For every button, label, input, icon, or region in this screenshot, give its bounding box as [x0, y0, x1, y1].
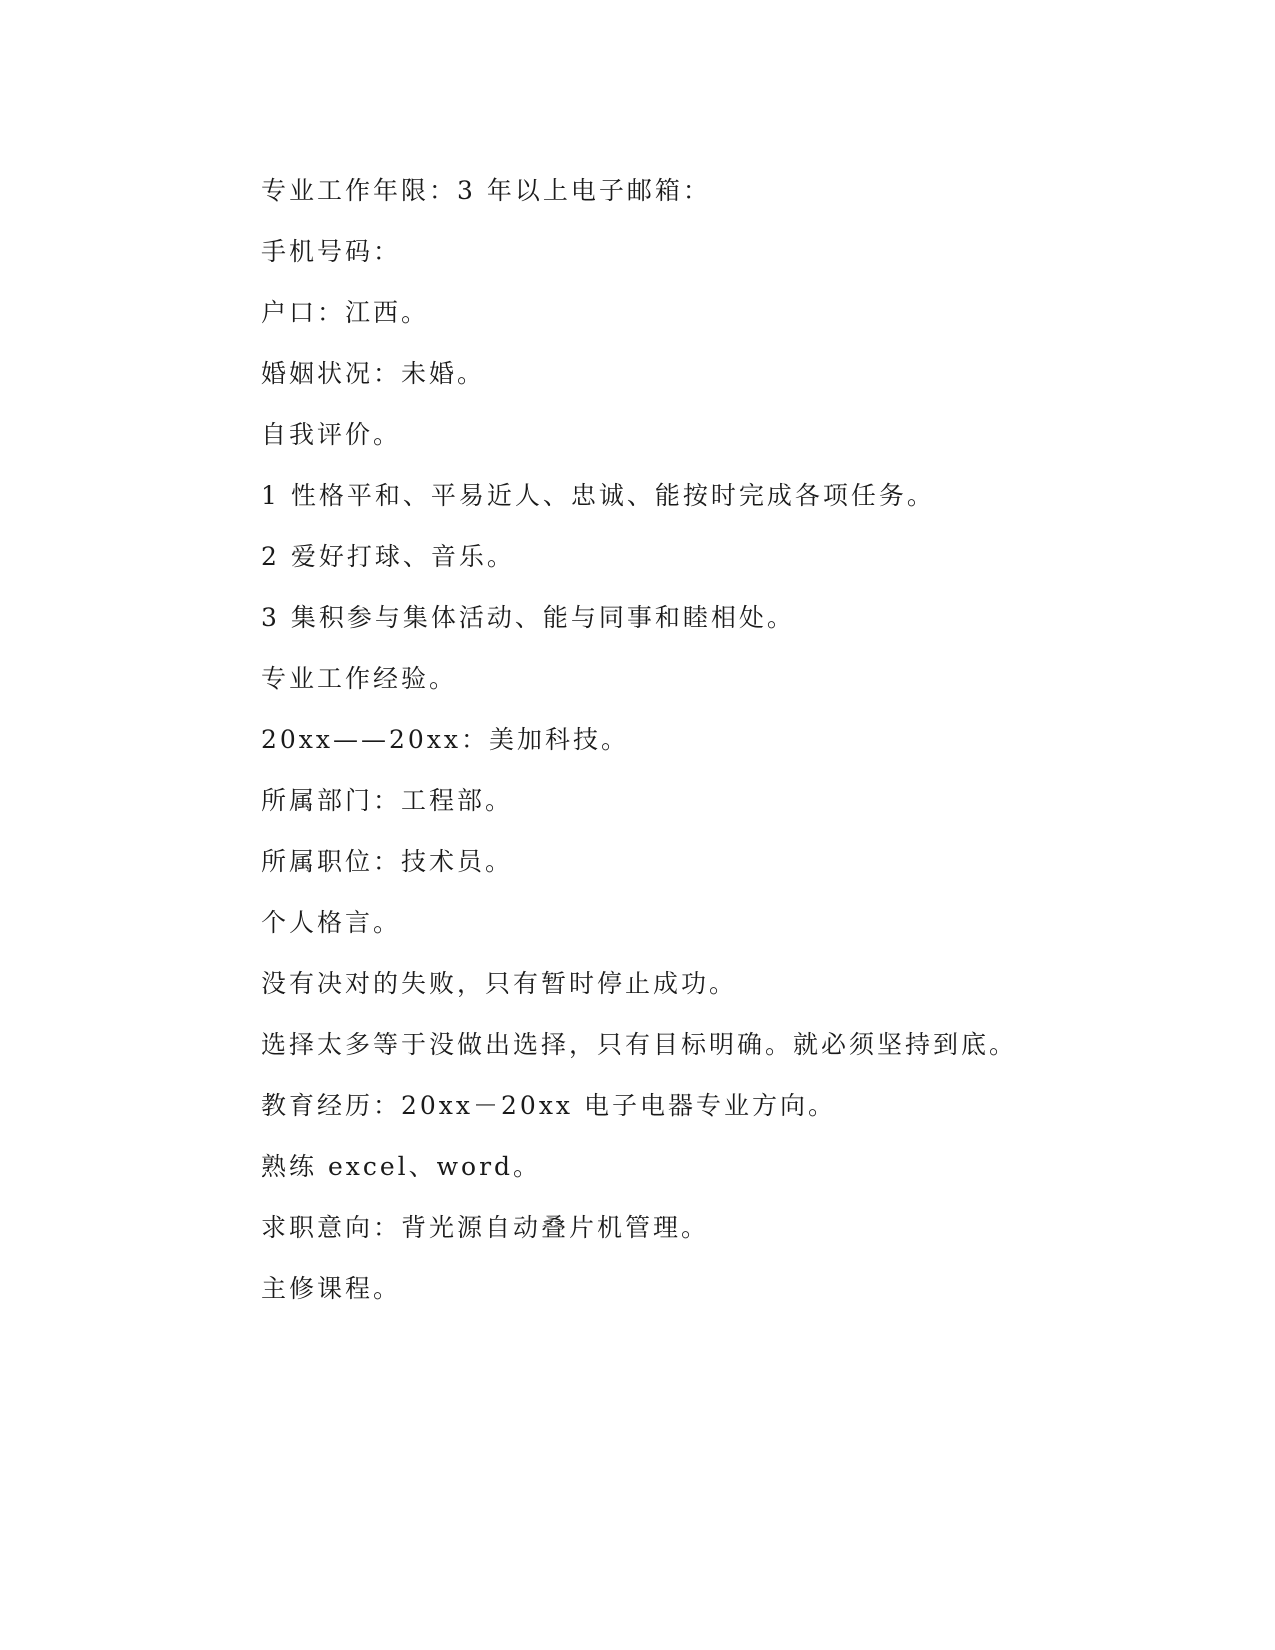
skills-line: 熟练 excel、word。 — [261, 1152, 542, 1181]
motto-heading: 个人格言。 — [261, 908, 402, 937]
department-line: 所属部门：工程部。 — [261, 786, 514, 815]
self-evaluation-item-2: 2 爱好打球、音乐。 — [261, 542, 515, 571]
courses-heading: 主修课程。 — [261, 1274, 402, 1303]
document-body — [261, 160, 1161, 1319]
self-evaluation-item-3: 3 集积参与集体活动、能与同事和睦相处。 — [261, 603, 795, 632]
motto-line-2: 选择太多等于没做出选择，只有目标明确。就必须坚持到底。 — [261, 1030, 1018, 1059]
work-years-line: 专业工作年限：3 年以上电子邮箱： — [261, 176, 711, 205]
motto-line-1: 没有决对的失败，只有暂时停止成功。 — [261, 969, 738, 998]
work-experience-period: 20xx——20xx：美加科技。 — [261, 725, 630, 754]
marital-status-line: 婚姻状况：未婚。 — [261, 359, 486, 388]
position-line: 所属职位：技术员。 — [261, 847, 514, 876]
work-experience-heading: 专业工作经验。 — [261, 664, 458, 693]
education-line: 教育经历：20xx－20xx 电子电器专业方向。 — [261, 1091, 836, 1120]
self-evaluation-heading: 自我评价。 — [261, 420, 402, 449]
hukou-line: 户口：江西。 — [261, 298, 430, 327]
self-evaluation-item-1: 1 性格平和、平易近人、忠诚、能按时完成各项任务。 — [261, 481, 935, 510]
job-intention-line: 求职意向：背光源自动叠片机管理。 — [261, 1213, 710, 1242]
phone-line: 手机号码： — [261, 237, 402, 266]
